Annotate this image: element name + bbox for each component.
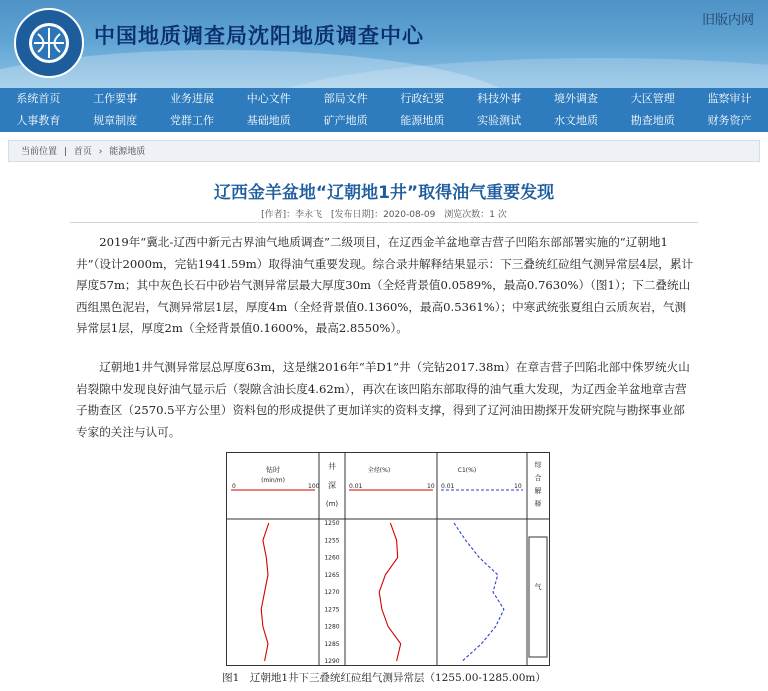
nav-item-exploration[interactable]: 勘查地质 [630, 114, 675, 127]
nav-item-key-work[interactable]: 工作要事 [93, 92, 138, 105]
cgs-logo[interactable] [14, 8, 84, 78]
nav-item-rules[interactable]: 规章制度 [93, 114, 138, 127]
track5-title-char: 释 [534, 500, 542, 508]
nav-row-1 [0, 88, 768, 110]
track2-unit: (m) [325, 500, 339, 508]
nav-item-mineral-geology[interactable]: 矿产地质 [323, 114, 368, 127]
rop-curve [261, 523, 269, 661]
breadcrumb-separator: | [63, 147, 67, 157]
nav-item-home[interactable]: 系统首页 [16, 92, 61, 105]
nav-item-bureau-docs[interactable]: 部局文件 [323, 92, 368, 105]
c1-curve [454, 523, 504, 661]
interp-mark: 气 [534, 583, 542, 591]
track3-title: 全烃(%) [367, 467, 391, 474]
track4-min: 0.01 [441, 483, 455, 490]
depth-tick-label: 1280 [324, 623, 340, 631]
globe-logo-icon [16, 10, 82, 76]
nav-item-hr[interactable]: 人事教育 [16, 114, 61, 127]
breadcrumb-label: 当前位置 [21, 147, 58, 157]
mud-log-figure [226, 452, 550, 666]
nav-item-basic-geology[interactable]: 基础地质 [246, 114, 291, 127]
breadcrumb-home[interactable]: 首页 [73, 147, 92, 157]
depth-axis [324, 520, 339, 665]
nav-item-lab-testing[interactable]: 实验测试 [477, 114, 522, 127]
track5-title-char: 解 [534, 487, 542, 495]
article-date: [发布日期]：2020-08-09 [331, 210, 436, 220]
article-meta [0, 207, 768, 220]
article-views: 浏览次数：1 次 [444, 210, 507, 220]
depth-tick-label: 1290 [324, 658, 340, 665]
interp-block [529, 537, 547, 657]
track1-max: 100 [308, 483, 320, 490]
log-curves [261, 523, 504, 661]
depth-tick-label: 1265 [324, 571, 340, 579]
nav-item-party[interactable]: 党群工作 [169, 114, 214, 127]
main-nav [0, 88, 768, 132]
figure-caption: 图1 辽朝地1井下三叠统红砬组气测异常层（1255.00-1285.00m） [222, 672, 546, 684]
nav-item-finance[interactable]: 财务资产 [707, 114, 752, 127]
track4-title: C1(%) [457, 467, 477, 474]
track1-unit: (min/m) [261, 477, 285, 484]
old-site-link[interactable]: 旧版内网 [701, 13, 754, 28]
depth-tick-label: 1250 [324, 520, 340, 527]
nav-item-sci-foreign[interactable]: 科技外事 [477, 92, 522, 105]
mud-log-chart [227, 453, 549, 665]
breadcrumb [8, 140, 760, 162]
nav-item-energy-geology[interactable]: 能源地质 [400, 114, 445, 127]
nav-item-center-docs[interactable]: 中心文件 [246, 92, 291, 105]
track3-max: 10 [427, 483, 435, 490]
nav-item-progress[interactable]: 业务进展 [169, 92, 214, 105]
track5-title-char: 合 [534, 474, 542, 482]
nav-item-overseas[interactable]: 境外调查 [553, 92, 598, 105]
depth-tick-label: 1260 [324, 554, 340, 562]
nav-item-audit[interactable]: 监察审计 [707, 92, 752, 105]
nav-item-admin-minutes[interactable]: 行政纪要 [400, 92, 445, 105]
track1-title: 钻时 [266, 466, 280, 474]
article-paragraph: 2019年“冀北-辽西中新元古界油气地质调查”二级项目，在辽西金羊盆地章吉营子凹陷东部部署实施的“辽朝地1井”（设计2000m，完钻1941.59m）取得油气重要发现。综合录井解释结果显示：下三叠统红砬组气测异常层4层，累计厚度57m；其中灰色长石中砂岩气测异常层最大厚度30m（全烃背景值0.0589%，最高0.7630%）（图1）；下二叠统山西组黑色泥岩，气测异常层1层，厚度4m（全烃背景值0.1360%，最高0.5361%）；中寒武统张夏组白云质灰岩，气测异常层1层，厚度2m（全烃背景值0.1600%，最高2.8550%）。 [76, 235, 694, 336]
track5-title-char: 综 [534, 461, 542, 469]
depth-tick-label: 1275 [324, 606, 340, 614]
article-title: 辽西金羊盆地“辽朝地1井”取得油气重要发现 [213, 183, 555, 203]
meta-divider [70, 222, 698, 223]
track1-min: 0 [232, 483, 236, 490]
article-author: [作者]：李永飞 [261, 210, 323, 220]
nav-item-region-mgmt[interactable]: 大区管理 [630, 92, 675, 105]
breadcrumb-section[interactable]: 能源地质 [109, 147, 146, 157]
depth-tick-label: 1270 [324, 589, 340, 596]
site-title: 中国地质调查局沈阳地质调查中心 [94, 24, 424, 48]
nav-item-hydrogeology[interactable]: 水文地质 [553, 114, 598, 127]
site-header [0, 0, 768, 88]
track4-max: 10 [514, 483, 522, 490]
article-paragraph: 辽朝地1井气测异常层总厚度63m，这是继2016年“羊D1”井（完钻2017.38m）在章吉营子凹陷北部中侏罗统火山岩裂隙中发现良好油气显示后（裂隙含油长度4.62m），再次在该凹陷东部取得的油气重大发现，为辽西金羊盆地章吉营子勘查区（2570.5平方公里）资料包的形成提供了更加详实的资料支撑，得到了辽河油田勘探开发研究院与勘探事业部专家的关注与认可。 [76, 360, 690, 439]
track2-title: 井 [328, 462, 336, 471]
total-gas-curve [379, 523, 401, 661]
nav-row-2 [0, 110, 768, 132]
track2-title-b: 深 [328, 481, 336, 490]
depth-tick-label: 1255 [324, 537, 340, 545]
depth-tick-label: 1285 [324, 640, 340, 648]
chevron-right-icon: › [98, 147, 103, 157]
track3-min: 0.01 [349, 483, 363, 490]
